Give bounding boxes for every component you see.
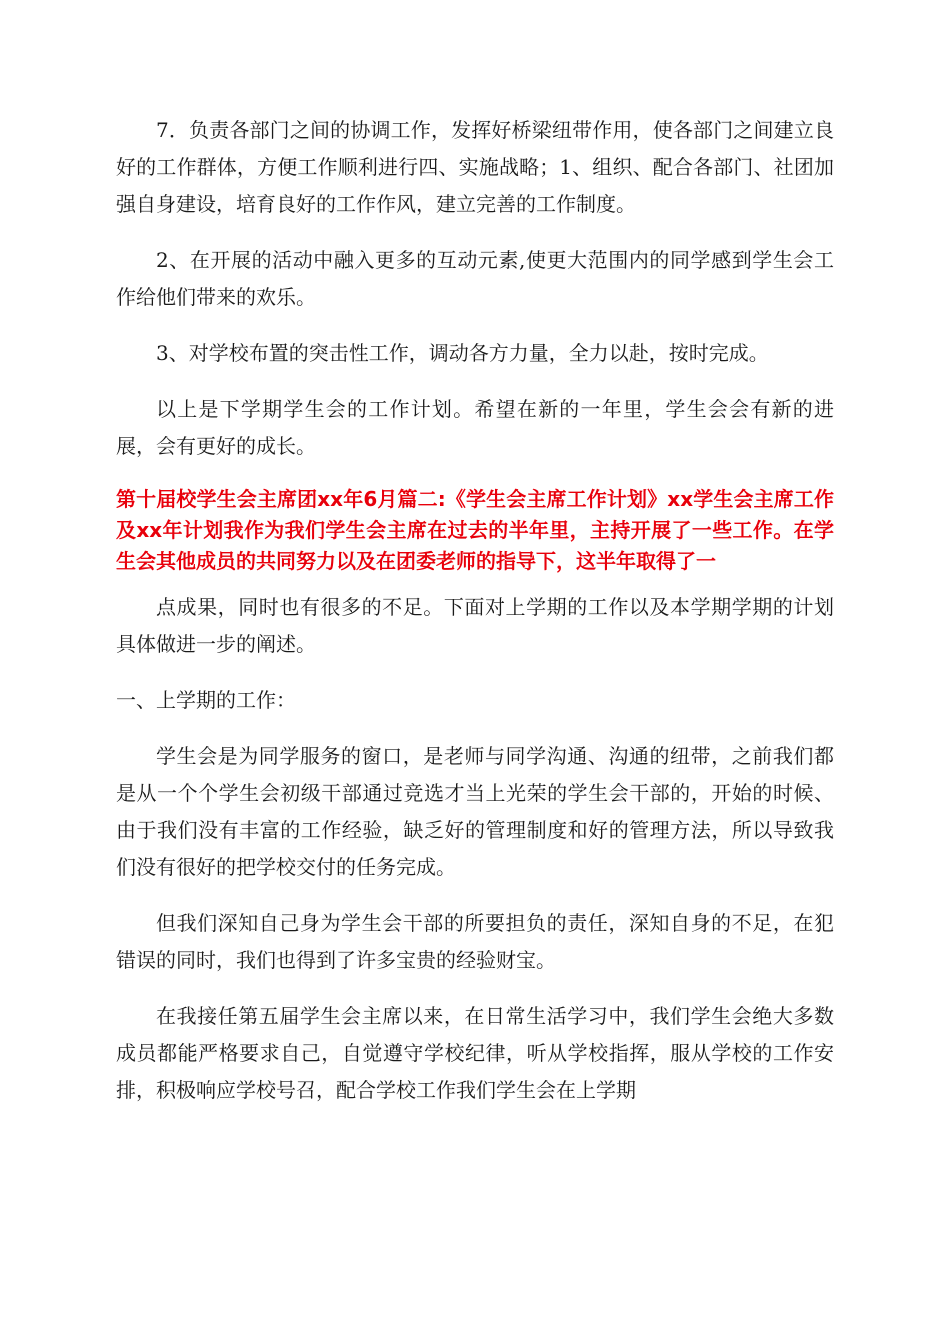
paragraph-summary: 以上是下学期学生会的工作计划。希望在新的一年里，学生会会有新的进展，会有更好的成长。: [116, 397, 834, 458]
paragraph-results: 点成果，同时也有很多的不足。下面对上学期的工作以及本学期学期的计划具体做进一步的阐述。: [116, 595, 834, 656]
paragraph-coordination: 7．负责各部门之间的协调工作，发挥好桥梁纽带作用，使各部门之间建立良好的工作群体，方便工作顺利进行四、实施战略；1、组织、配合各部门、社团加强自身建设，培育良好的工作作风，建立完善的工作制度。: [116, 118, 834, 216]
section-heading: 第十届校学生会主席团xx年6月篇二:《学生会主席工作计划》xx学生会主席工作及xx年计划我作为我们学生会主席在过去的半年里，主持开展了一些工作。在学生会其他成员的共同努力以及在团委老师的指导下，这半年取得了一: [116, 487, 834, 573]
paragraph-urgent-work: 3、对学校布置的突击性工作，调动各方力量，全力以赴，按时完成。: [156, 341, 769, 365]
paragraph-chairman: 在我接任第五届学生会主席以来，在日常生活学习中，我们学生会绝大多数成员都能严格要求自己，自觉遵守学校纪律，听从学校指挥，服从学校的工作安排，积极响应学校号召，配合学校工作我们学生会在上学期: [116, 1004, 834, 1102]
document-page: [116, 112, 834, 1128]
paragraph-responsibility: 但我们深知自己身为学生会干部的所要担负的责任，深知自身的不足，在犯错误的同时，我们也得到了许多宝贵的经验财宝。: [116, 911, 834, 972]
paragraph-interaction: 2、在开展的活动中融入更多的互动元素,使更大范围内的同学感到学生会工作给他们带来的欢乐。: [116, 248, 834, 309]
paragraph-student-union-role: 学生会是为同学服务的窗口，是老师与同学沟通、沟通的纽带，之前我们都是从一个个学生会初级干部通过竞选才当上光荣的学生会干部的，开始的时候、由于我们没有丰富的工作经验，缺乏好的管理制度和好的管理方法，所以导致我们没有很好的把学校交付的任务完成。: [116, 744, 834, 879]
subheading-last-term: 一、上学期的工作：: [116, 688, 296, 712]
